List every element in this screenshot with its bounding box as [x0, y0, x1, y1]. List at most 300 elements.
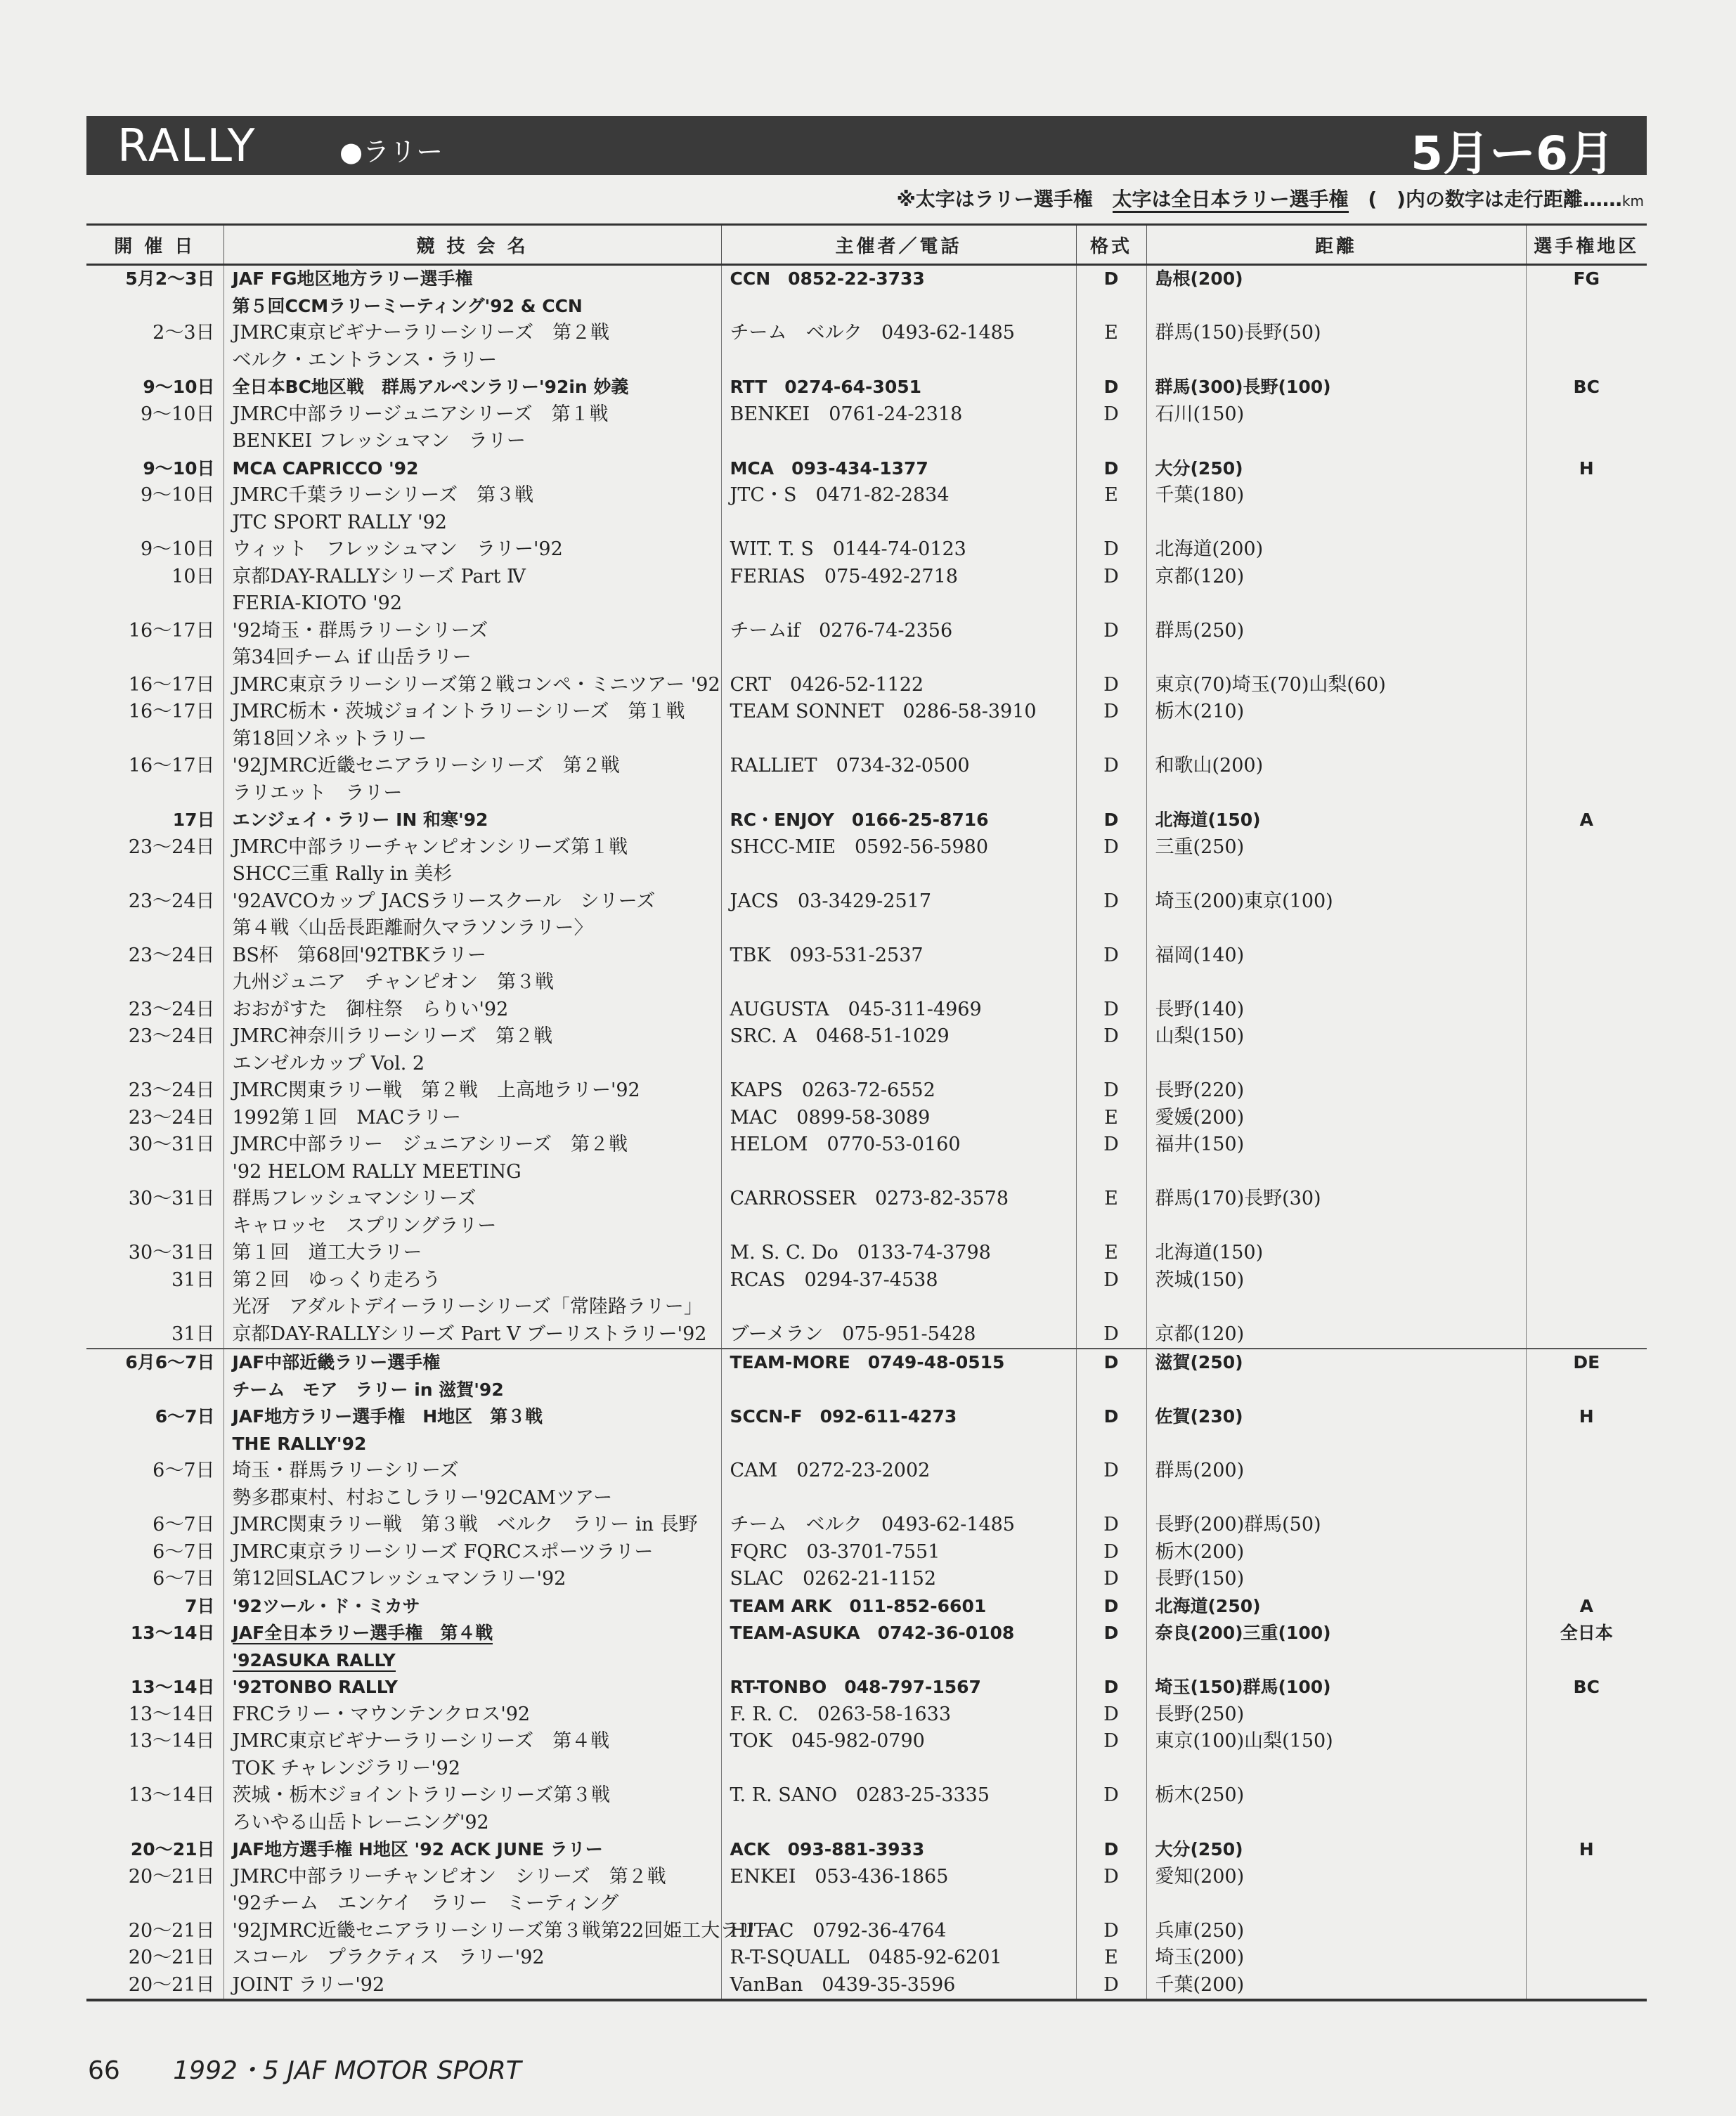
row-region: [1526, 753, 1647, 780]
row-distance: 石川(150): [1146, 401, 1526, 429]
magazine-issue: 1992・5 JAF MOTOR SPORT: [173, 2056, 522, 2085]
row-organizer: [721, 590, 1076, 618]
row-date: [86, 1159, 224, 1186]
table-row: [86, 861, 1647, 888]
row-event-name: 全日本BC地区戦 群馬アルペンラリー'92in 妙義: [224, 374, 721, 401]
table-row: [86, 1186, 1647, 1213]
table-row: [86, 644, 1647, 672]
row-organizer: RTT 0274-64-3051: [721, 374, 1076, 401]
row-distance: 滋賀(250): [1146, 1349, 1526, 1377]
row-distance: [1146, 1890, 1526, 1918]
row-date: [86, 293, 224, 320]
row-format: D: [1076, 265, 1146, 293]
table-row: [86, 482, 1647, 509]
row-format: D: [1076, 1782, 1146, 1810]
row-event-name: JMRC中部ラリー ジュニアシリーズ 第２戦: [224, 1131, 721, 1159]
row-region: [1526, 1782, 1647, 1810]
row-region: [1526, 942, 1647, 970]
row-date: 6〜7日: [153, 1568, 215, 1590]
row-event-name: 九州ジュニア チャンピオン 第３戦: [224, 969, 721, 997]
row-event-name: JMRC中部ラリーチャンピオンシリーズ第１戦: [224, 834, 721, 862]
table-row: [86, 1159, 1647, 1186]
row-organizer: [721, 644, 1076, 672]
row-region: [1526, 1159, 1647, 1186]
row-event-name: TOK チャレンジラリー'92: [224, 1755, 721, 1783]
row-distance: 兵庫(250): [1146, 1918, 1526, 1945]
row-event-name: JAF FG地区地方ラリー選手権: [224, 265, 721, 293]
row-region: [1526, 509, 1647, 537]
row-date: [86, 1294, 224, 1321]
row-region: A: [1526, 1593, 1647, 1621]
row-distance: [1146, 1213, 1526, 1240]
row-date: 30〜31日: [128, 1134, 215, 1155]
row-distance: 愛媛(200): [1146, 1105, 1526, 1132]
table-row: [86, 1836, 1647, 1864]
table-row: [86, 1240, 1647, 1267]
row-event-name: 第34回チーム if 山岳ラリー: [224, 644, 721, 672]
row-organizer: R-T-SQUALL 0485-92-6201: [721, 1945, 1076, 1972]
row-organizer: チーム ベルク 0493-62-1485: [721, 1512, 1076, 1539]
row-event-name: チーム モア ラリー in 滋賀'92: [224, 1377, 721, 1404]
row-distance: [1146, 644, 1526, 672]
row-organizer: HITAC 0792-36-4764: [721, 1918, 1076, 1945]
table-row: [86, 753, 1647, 780]
row-format: [1076, 1051, 1146, 1078]
col-organizer: 主催者／電話: [721, 225, 1076, 265]
row-region: [1526, 1105, 1647, 1132]
row-organizer: [721, 1159, 1076, 1186]
row-organizer: [721, 1431, 1076, 1458]
table-row: [86, 997, 1647, 1024]
row-format: [1076, 509, 1146, 537]
row-organizer: [721, 1890, 1076, 1918]
row-region: [1526, 726, 1647, 753]
row-format: D: [1076, 672, 1146, 699]
row-organizer: [721, 1755, 1076, 1783]
row-distance: 島根(200): [1146, 265, 1526, 293]
rally-schedule-table: [86, 223, 1647, 2001]
row-region: [1526, 997, 1647, 1024]
row-region: [1526, 1864, 1647, 1891]
table-row: [86, 1105, 1647, 1132]
row-region: [1526, 1077, 1647, 1105]
table-row: [86, 1593, 1647, 1621]
row-event-name: 1992第１回 MACラリー: [224, 1105, 721, 1132]
table-row: [86, 428, 1647, 455]
table-row: [86, 536, 1647, 564]
row-distance: 佐賀(230): [1146, 1403, 1526, 1431]
row-region: [1526, 888, 1647, 916]
row-event-name: 京都DAY-RALLYシリーズ Part Ⅳ: [224, 564, 721, 591]
row-format: [1076, 347, 1146, 375]
row-distance: [1146, 1159, 1526, 1186]
row-distance: 長野(150): [1146, 1566, 1526, 1593]
row-format: [1076, 590, 1146, 618]
col-date: 開 催 日: [86, 225, 224, 265]
row-region: [1526, 1377, 1647, 1404]
row-organizer: [721, 915, 1076, 942]
row-date: 23〜24日: [128, 890, 215, 912]
row-organizer: TEAM-MORE 0749-48-0515: [721, 1349, 1076, 1377]
table-header-row: [86, 225, 1647, 265]
row-format: D: [1076, 1349, 1146, 1377]
row-format: [1076, 915, 1146, 942]
row-region: 全日本: [1526, 1620, 1647, 1647]
row-region: [1526, 428, 1647, 455]
row-region: [1526, 1918, 1647, 1945]
row-date: 6月6〜7日: [86, 1349, 224, 1377]
row-region: [1526, 618, 1647, 645]
row-region: [1526, 590, 1647, 618]
legend-unit: km: [1621, 193, 1644, 209]
legend-note: [897, 184, 1644, 212]
row-date: 23〜24日: [128, 1106, 215, 1129]
row-region: [1526, 347, 1647, 375]
row-event-name: おおがすた 御柱祭 らりい'92: [224, 997, 721, 1024]
row-format: D: [1076, 753, 1146, 780]
row-region: [1526, 969, 1647, 997]
row-region: [1526, 1890, 1647, 1918]
row-format: D: [1076, 942, 1146, 970]
table-row: [86, 1755, 1647, 1783]
row-organizer: TEAM-ASUKA 0742-36-0108: [721, 1620, 1076, 1647]
row-event-name: キャロッセ スプリングラリー: [224, 1213, 721, 1240]
row-distance: 愛知(200): [1146, 1864, 1526, 1891]
row-distance: [1146, 293, 1526, 320]
row-event-name: エンジェイ・ラリー IN 和寒'92: [224, 807, 721, 834]
row-date: 17日: [172, 810, 215, 830]
row-date: 31日: [171, 1268, 215, 1291]
row-organizer: [721, 1485, 1076, 1512]
row-organizer: M. S. C. Do 0133-74-3798: [721, 1240, 1076, 1267]
row-distance: [1146, 861, 1526, 888]
row-event-name: JMRC神奈川ラリーシリーズ 第２戦: [224, 1023, 721, 1051]
row-event-name: JMRC千葉ラリーシリーズ 第３戦: [224, 482, 721, 509]
row-organizer: [721, 861, 1076, 888]
row-organizer: TEAM SONNET 0286-58-3910: [721, 699, 1076, 726]
row-distance: [1146, 969, 1526, 997]
row-date: 6〜7日: [153, 1514, 215, 1536]
row-date: 23〜24日: [128, 998, 215, 1020]
row-format: D: [1076, 1077, 1146, 1105]
table-row: [86, 1458, 1647, 1485]
table-row: [86, 1267, 1647, 1294]
row-date: 10日: [171, 565, 215, 588]
row-distance: 千葉(180): [1146, 482, 1526, 509]
table-row: [86, 1810, 1647, 1837]
row-format: [1076, 1159, 1146, 1186]
row-event-name: BENKEI フレッシュマン ラリー: [224, 428, 721, 455]
row-distance: 大分(250): [1146, 455, 1526, 483]
row-format: D: [1076, 536, 1146, 564]
row-event-name: [224, 1620, 721, 1647]
row-region: [1526, 401, 1647, 429]
table-row: [86, 1945, 1647, 1972]
row-organizer: CAM 0272-23-2002: [721, 1458, 1076, 1485]
row-organizer: [721, 1051, 1076, 1078]
row-date: 23〜24日: [128, 836, 215, 858]
row-region: FG: [1526, 265, 1647, 293]
row-organizer: RALLIET 0734-32-0500: [721, 753, 1076, 780]
row-date: [86, 1890, 224, 1918]
row-format: D: [1076, 1836, 1146, 1864]
section-subtitle: ●ラリー: [339, 136, 443, 167]
row-region: [1526, 1458, 1647, 1485]
legend-bold-note: ※太字はラリー選手権: [896, 188, 1093, 211]
table-row: [86, 1377, 1647, 1404]
row-distance: 長野(140): [1146, 997, 1526, 1024]
row-format: D: [1076, 997, 1146, 1024]
row-distance: 群馬(150)長野(50): [1146, 320, 1526, 347]
row-format: [1076, 726, 1146, 753]
row-event-name: 第12回SLACフレッシュマンラリー'92: [224, 1566, 721, 1593]
page-number: 66: [88, 2056, 120, 2085]
row-region: [1526, 1539, 1647, 1566]
row-format: [1076, 428, 1146, 455]
row-distance: 埼玉(200)東京(100): [1146, 888, 1526, 916]
row-distance: [1146, 1377, 1526, 1404]
row-organizer: [721, 428, 1076, 455]
row-format: D: [1076, 1321, 1146, 1349]
row-distance: 東京(100)山梨(150): [1146, 1728, 1526, 1755]
row-date: 16〜17日: [128, 619, 215, 642]
row-distance: [1146, 1431, 1526, 1458]
row-event-name: 第４戦〈山岳長距離耐久マラソンラリー〉: [224, 915, 721, 942]
row-format: D: [1076, 834, 1146, 862]
legend-national-note: 太字は全日本ラリー選手権: [1113, 188, 1349, 213]
table-row: [86, 1972, 1647, 2001]
row-organizer: SLAC 0262-21-1152: [721, 1566, 1076, 1593]
table-row: [86, 969, 1647, 997]
row-date: 16〜17日: [128, 701, 215, 722]
row-format: D: [1076, 1403, 1146, 1431]
row-format: D: [1076, 699, 1146, 726]
row-date: [86, 780, 224, 807]
row-event-name: '92埼玉・群馬ラリーシリーズ: [224, 618, 721, 645]
table-row: [86, 1674, 1647, 1701]
row-date: 23〜24日: [128, 944, 215, 966]
row-organizer: F. R. C. 0263-58-1633: [721, 1701, 1076, 1729]
row-format: D: [1076, 618, 1146, 645]
row-format: D: [1076, 1539, 1146, 1566]
table-row: [86, 1728, 1647, 1755]
row-region: [1526, 1321, 1647, 1349]
row-region: [1526, 1267, 1647, 1294]
row-region: [1526, 564, 1647, 591]
row-format: D: [1076, 1701, 1146, 1729]
row-format: [1076, 969, 1146, 997]
row-date: 6〜7日: [153, 1460, 215, 1481]
row-distance: [1146, 1051, 1526, 1078]
row-format: E: [1076, 1105, 1146, 1132]
row-format: D: [1076, 1023, 1146, 1051]
row-region: [1526, 1294, 1647, 1321]
row-distance: 長野(250): [1146, 1701, 1526, 1729]
row-format: D: [1076, 455, 1146, 483]
row-distance: 千葉(200): [1146, 1972, 1526, 2001]
row-date: 13〜14日: [130, 1677, 215, 1697]
col-region: 選手権地区: [1526, 225, 1647, 265]
row-format: [1076, 1213, 1146, 1240]
page-header: [86, 116, 1647, 181]
row-region: [1526, 1810, 1647, 1837]
table-row: [86, 1512, 1647, 1539]
row-region: [1526, 293, 1647, 320]
row-date: 9〜10日: [140, 484, 215, 506]
row-distance: 北海道(250): [1146, 1593, 1526, 1621]
row-organizer: [721, 1810, 1076, 1837]
row-organizer: [721, 1377, 1076, 1404]
row-organizer: BENKEI 0761-24-2318: [721, 401, 1076, 429]
row-format: D: [1076, 1131, 1146, 1159]
row-organizer: CCN 0852-22-3733: [721, 265, 1076, 293]
row-distance: 三重(250): [1146, 834, 1526, 862]
table-row: [86, 564, 1647, 591]
table-row: [86, 1023, 1647, 1051]
row-distance: 長野(200)群馬(50): [1146, 1512, 1526, 1539]
row-format: [1076, 1810, 1146, 1837]
table-row: [86, 1051, 1647, 1078]
table-row: [86, 347, 1647, 375]
row-format: D: [1076, 1620, 1146, 1647]
row-event-name: FRCラリー・マウンテンクロス'92: [224, 1701, 721, 1729]
table-row: [86, 1701, 1647, 1729]
period-label: 5月ー6月: [1411, 126, 1614, 181]
row-date: 20〜21日: [128, 1973, 215, 1996]
row-date: [86, 1647, 224, 1675]
row-distance: 京都(120): [1146, 1321, 1526, 1349]
row-organizer: CARROSSER 0273-82-3578: [721, 1186, 1076, 1213]
row-format: [1076, 644, 1146, 672]
table-row: [86, 942, 1647, 970]
table-row: [86, 780, 1647, 807]
table-row: [86, 807, 1647, 834]
table-row: [86, 1620, 1647, 1647]
row-organizer: RT-TONBO 048-797-1567: [721, 1674, 1076, 1701]
table-row: [86, 1485, 1647, 1512]
row-organizer: SCCN-F 092-611-4273: [721, 1403, 1076, 1431]
table-row: [86, 1403, 1647, 1431]
row-region: H: [1526, 1403, 1647, 1431]
row-format: D: [1076, 1674, 1146, 1701]
table-row: [86, 618, 1647, 645]
row-organizer: CRT 0426-52-1122: [721, 672, 1076, 699]
row-date: 16〜17日: [128, 755, 215, 777]
row-organizer: ENKEI 053-436-1865: [721, 1864, 1076, 1891]
row-organizer: AUGUSTA 045-311-4969: [721, 997, 1076, 1024]
row-region: [1526, 1512, 1647, 1539]
row-date: 20〜21日: [128, 1919, 215, 1942]
row-date: [86, 1051, 224, 1078]
row-organizer: [721, 1294, 1076, 1321]
row-region: H: [1526, 455, 1647, 483]
row-distance: 埼玉(200): [1146, 1945, 1526, 1972]
row-event-name: ベルク・エントランス・ラリー: [224, 347, 721, 375]
table-row: [86, 1349, 1647, 1377]
row-date: 20〜21日: [130, 1839, 215, 1859]
row-region: DE: [1526, 1349, 1647, 1377]
row-date: 6〜7日: [153, 1540, 215, 1563]
row-organizer: JACS 03-3429-2517: [721, 888, 1076, 916]
row-event-name: JOINT ラリー'92: [224, 1972, 721, 2001]
row-format: [1076, 780, 1146, 807]
row-date: 20〜21日: [128, 1865, 215, 1888]
row-event-name: '92AVCOカップ JACSラリースクール シリーズ: [224, 888, 721, 916]
col-format: 格式: [1076, 225, 1146, 265]
row-region: [1526, 644, 1647, 672]
row-date: 30〜31日: [128, 1242, 215, 1264]
row-organizer: ACK 093-881-3933: [721, 1836, 1076, 1864]
row-event-name: スコール プラクティス ラリー'92: [224, 1945, 721, 1972]
row-event-name: 群馬フレッシュマンシリーズ: [224, 1186, 721, 1213]
row-organizer: KAPS 0263-72-6552: [721, 1077, 1076, 1105]
row-event-name: '92ツール・ド・ミカサ: [224, 1593, 721, 1621]
row-distance: 奈良(200)三重(100): [1146, 1620, 1526, 1647]
table-row: [86, 1782, 1647, 1810]
table-row: [86, 672, 1647, 699]
row-date: 16〜17日: [128, 673, 215, 696]
row-date: [86, 1377, 224, 1404]
row-format: E: [1076, 482, 1146, 509]
table-row: [86, 1431, 1647, 1458]
row-region: [1526, 1647, 1647, 1675]
row-region: [1526, 1051, 1647, 1078]
row-region: [1526, 1431, 1647, 1458]
table-row: [86, 888, 1647, 916]
row-date: 20〜21日: [128, 1947, 215, 1968]
col-event-name: 競 技 会 名: [224, 225, 721, 265]
row-event-name: THE RALLY'92: [224, 1431, 721, 1458]
row-date: [86, 1485, 224, 1512]
row-date: 13〜14日: [130, 1623, 215, 1643]
row-format: D: [1076, 1918, 1146, 1945]
row-region: [1526, 1240, 1647, 1267]
row-event-name: JAF地方ラリー選手権 H地区 第３戦: [224, 1403, 721, 1431]
row-organizer: [721, 509, 1076, 537]
row-event-name: 光冴 アダルトデイーラリーシリーズ「常陸路ラリー」: [224, 1294, 721, 1321]
row-format: E: [1076, 1945, 1146, 1972]
row-region: [1526, 1701, 1647, 1729]
row-organizer: VanBan 0439-35-3596: [721, 1972, 1076, 2001]
row-event-name: SHCC三重 Rally in 美杉: [224, 861, 721, 888]
row-region: [1526, 1131, 1647, 1159]
row-region: [1526, 1755, 1647, 1783]
row-date: 13〜14日: [128, 1703, 215, 1725]
row-date: 13〜14日: [128, 1784, 215, 1806]
row-format: D: [1076, 1512, 1146, 1539]
table-row: [86, 1566, 1647, 1593]
row-distance: [1146, 428, 1526, 455]
row-event-name: 第18回ソネットラリー: [224, 726, 721, 753]
row-event-name: ろいやる山岳トレーニング'92: [224, 1810, 721, 1837]
row-organizer: RCAS 0294-37-4538: [721, 1267, 1076, 1294]
row-organizer: SHCC-MIE 0592-56-5980: [721, 834, 1076, 862]
row-date: 7日: [185, 1595, 215, 1616]
row-format: E: [1076, 320, 1146, 347]
table-row: [86, 1077, 1647, 1105]
row-distance: [1146, 1485, 1526, 1512]
row-date: [86, 1431, 224, 1458]
row-region: [1526, 699, 1647, 726]
table-row: [86, 699, 1647, 726]
row-distance: 北海道(150): [1146, 1240, 1526, 1267]
row-region: [1526, 1485, 1647, 1512]
row-organizer: JTC・S 0471-82-2834: [721, 482, 1076, 509]
row-organizer: TOK 045-982-0790: [721, 1728, 1076, 1755]
row-region: BC: [1526, 374, 1647, 401]
row-event-name: JAF地方選手権 H地区 '92 ACK JUNE ラリー: [224, 1836, 721, 1864]
row-format: D: [1076, 888, 1146, 916]
